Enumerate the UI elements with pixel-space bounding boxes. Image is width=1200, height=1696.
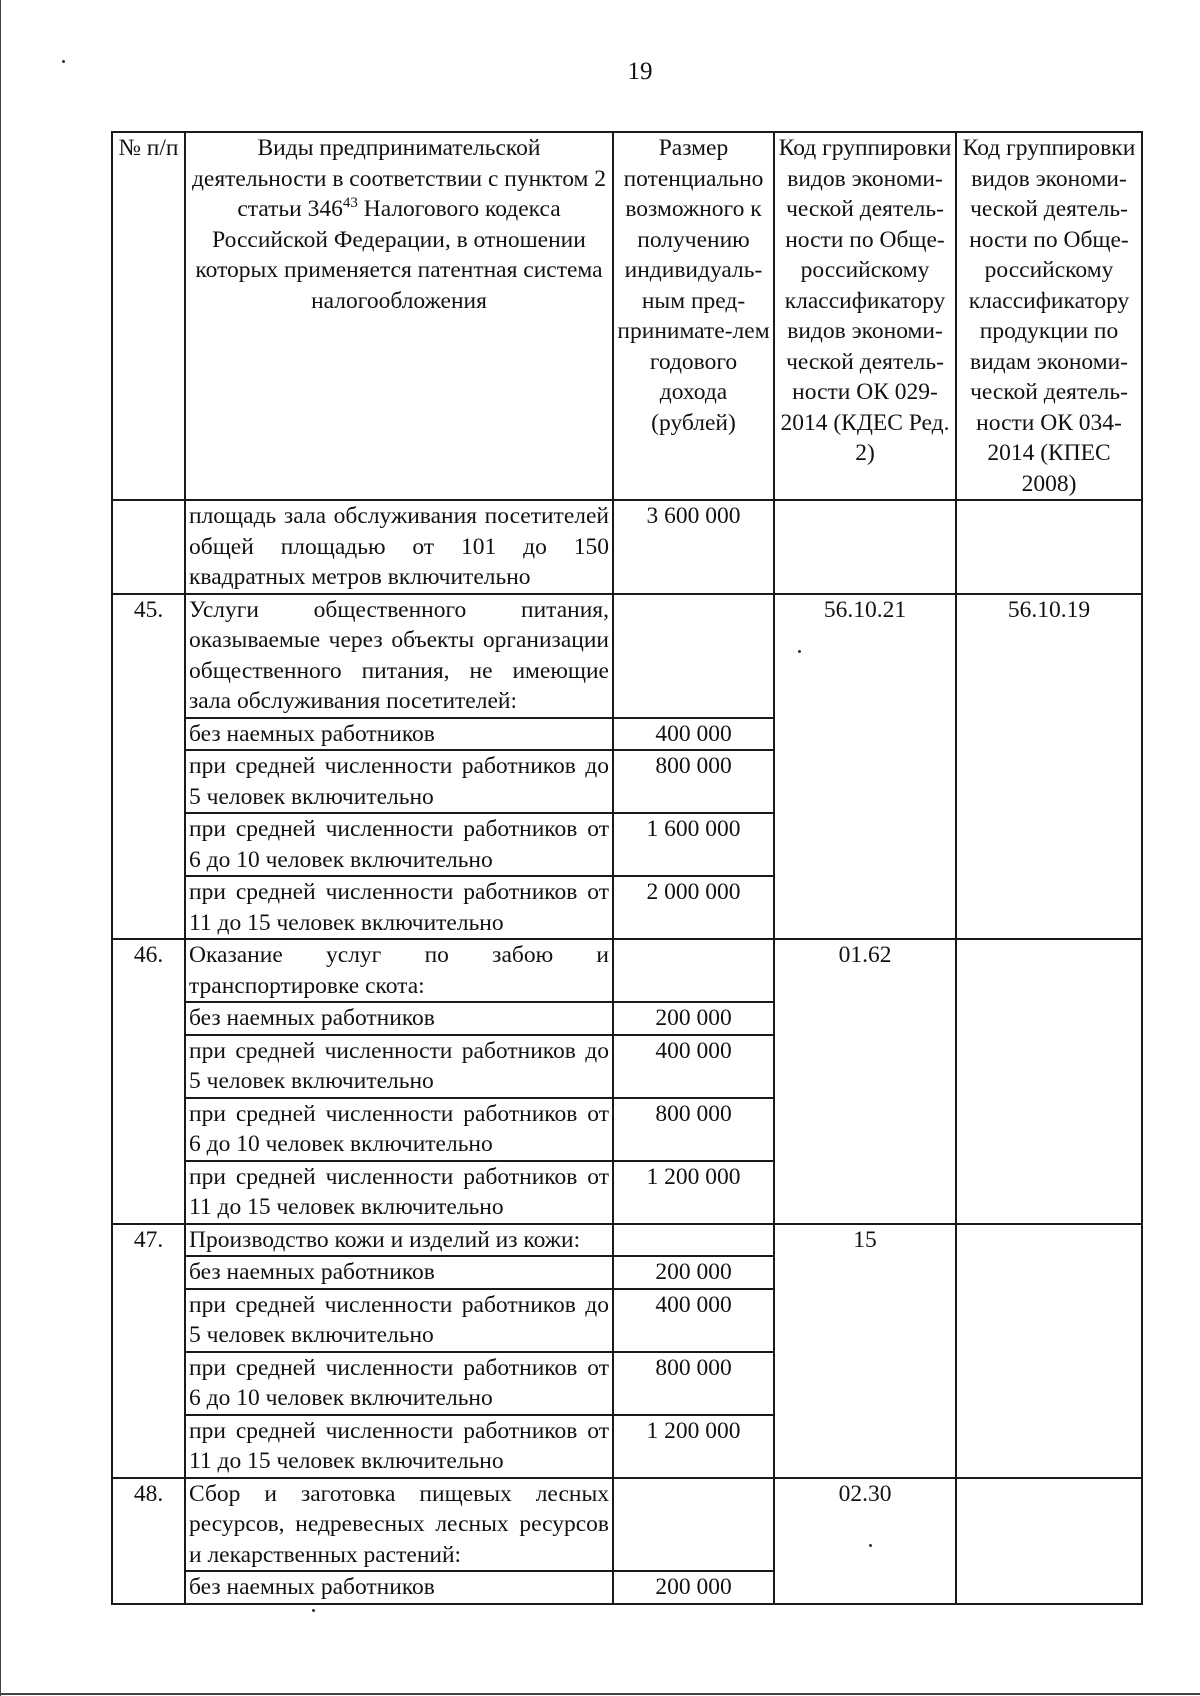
header-okpd xyxy=(956,132,1142,500)
header-okved-text: Код группировки видов экономи-ческой деятель-ности по Обще-российскому классификатору видов экономи-ческой деятель-ности ОК 029-2014 (КДЕС Ред. 2) xyxy=(778,135,952,466)
row-income-value: 1 200 000 xyxy=(613,1415,774,1478)
scan-edge-line xyxy=(0,0,1,1696)
row-description: без наемных работников xyxy=(185,1256,613,1289)
header-activity-text: Виды предпринимательской деятельности в соответствии с пунктом 2 статьи 346 xyxy=(191,135,607,222)
header-okved xyxy=(774,132,956,500)
row-okved-code: 15 xyxy=(774,1224,956,1478)
row-description: без наемных работников xyxy=(185,1002,613,1035)
scan-speck xyxy=(798,650,801,653)
row-income-value xyxy=(613,1478,774,1572)
patent-activity-table xyxy=(111,131,1143,1605)
table-row xyxy=(112,500,1142,594)
row-description: при средней численности работников от 6 до 10 человек включительно xyxy=(185,1352,613,1415)
row-okpd-code xyxy=(956,500,1142,594)
header-num xyxy=(112,132,185,500)
row-income-value: 800 000 xyxy=(613,1352,774,1415)
row-description: при средней численности работников до 5 человек включительно xyxy=(185,750,613,813)
row-description: при средней численности работников до 5 человек включительно xyxy=(185,1289,613,1352)
header-activity-rest: Налогового кодекса Российской Федерации, в отношении которых применяется патентная система налогообложения xyxy=(195,196,603,314)
row-income-value: 400 000 xyxy=(613,1035,774,1098)
row-description: Сбор и заготовка пищевых лесных ресурсов, недревесных лесных ресурсов и лекарственных растений: xyxy=(185,1478,613,1572)
table-header-row xyxy=(112,132,1142,500)
row-description: Производство кожи и изделий из кожи: xyxy=(185,1224,613,1257)
row-description: при средней численности работников от 11 до 15 человек включительно xyxy=(185,1415,613,1478)
row-income-value: 3 600 000 xyxy=(613,500,774,594)
row-okpd-code xyxy=(956,1224,1142,1478)
row-income-value: 200 000 xyxy=(613,1571,774,1604)
row-income-value: 1 600 000 xyxy=(613,813,774,876)
row-description: при средней численности работников от 6 до 10 человек включительно xyxy=(185,813,613,876)
header-income-text: Размер потенциально возможного к получению индивидуаль-ным пред-принимате-лем годового дохода (рублей) xyxy=(617,135,770,436)
row-description: без наемных работников xyxy=(185,718,613,751)
row-income-value: 400 000 xyxy=(613,1289,774,1352)
row-okved-code: 56.10.21 xyxy=(774,594,956,940)
row-okpd-code xyxy=(956,939,1142,1224)
row-description: Оказание услуг по забою и транспортировке скота: xyxy=(185,939,613,1002)
row-income-value xyxy=(613,939,774,1002)
header-activity-sup: 43 xyxy=(342,195,358,212)
row-description: при средней численности работников от 11 до 15 человек включительно xyxy=(185,876,613,939)
row-num: 46. xyxy=(112,939,185,1224)
header-num-text: № п/п xyxy=(118,135,179,161)
row-income-value: 1 200 000 xyxy=(613,1161,774,1224)
row-okved-code: 01.62 xyxy=(774,939,956,1224)
row-income-value xyxy=(613,594,774,718)
row-description: при средней численности работников от 11 до 15 человек включительно xyxy=(185,1161,613,1224)
scan-edge-line xyxy=(0,1693,1200,1695)
scan-speck xyxy=(312,1609,315,1612)
row-income-value xyxy=(613,1224,774,1257)
row-okpd-code xyxy=(956,1478,1142,1604)
scan-speck xyxy=(869,1544,872,1547)
row-description: при средней численности работников до 5 человек включительно xyxy=(185,1035,613,1098)
page-number: 19 xyxy=(627,58,653,85)
row-income-value: 800 000 xyxy=(613,750,774,813)
table-row xyxy=(112,939,1142,1002)
row-description: Услуги общественного питания, оказываемые через объекты организации общественного питания, не имеющие зала обслуживания посетителей: xyxy=(185,594,613,718)
row-okpd-code: 56.10.19 xyxy=(956,594,1142,940)
table-row xyxy=(112,1478,1142,1572)
row-num: 45. xyxy=(112,594,185,940)
row-income-value: 200 000 xyxy=(613,1256,774,1289)
row-description: без наемных работников xyxy=(185,1571,613,1604)
row-income-value: 400 000 xyxy=(613,718,774,751)
row-income-value: 200 000 xyxy=(613,1002,774,1035)
scan-speck xyxy=(62,60,65,63)
row-okved-code xyxy=(774,500,956,594)
row-num: 47. xyxy=(112,1224,185,1478)
table-row xyxy=(112,1224,1142,1257)
row-num xyxy=(112,500,185,594)
table-row xyxy=(112,594,1142,718)
row-income-value: 2 000 000 xyxy=(613,876,774,939)
header-activity xyxy=(185,132,613,500)
row-income-value: 800 000 xyxy=(613,1098,774,1161)
row-okved-code: 02.30 xyxy=(774,1478,956,1604)
header-income xyxy=(613,132,774,500)
row-description: площадь зала обслуживания посетителей общей площадью от 101 до 150 квадратных метров включительно xyxy=(185,500,613,594)
header-okpd-text: Код группировки видов экономи-ческой деятель-ности по Обще-российскому классификатору продукции по видам экономи-ческой деятель-ности ОК 034-2014 (КПЕС 2008) xyxy=(962,135,1136,497)
row-num: 48. xyxy=(112,1478,185,1604)
row-description: при средней численности работников от 6 до 10 человек включительно xyxy=(185,1098,613,1161)
